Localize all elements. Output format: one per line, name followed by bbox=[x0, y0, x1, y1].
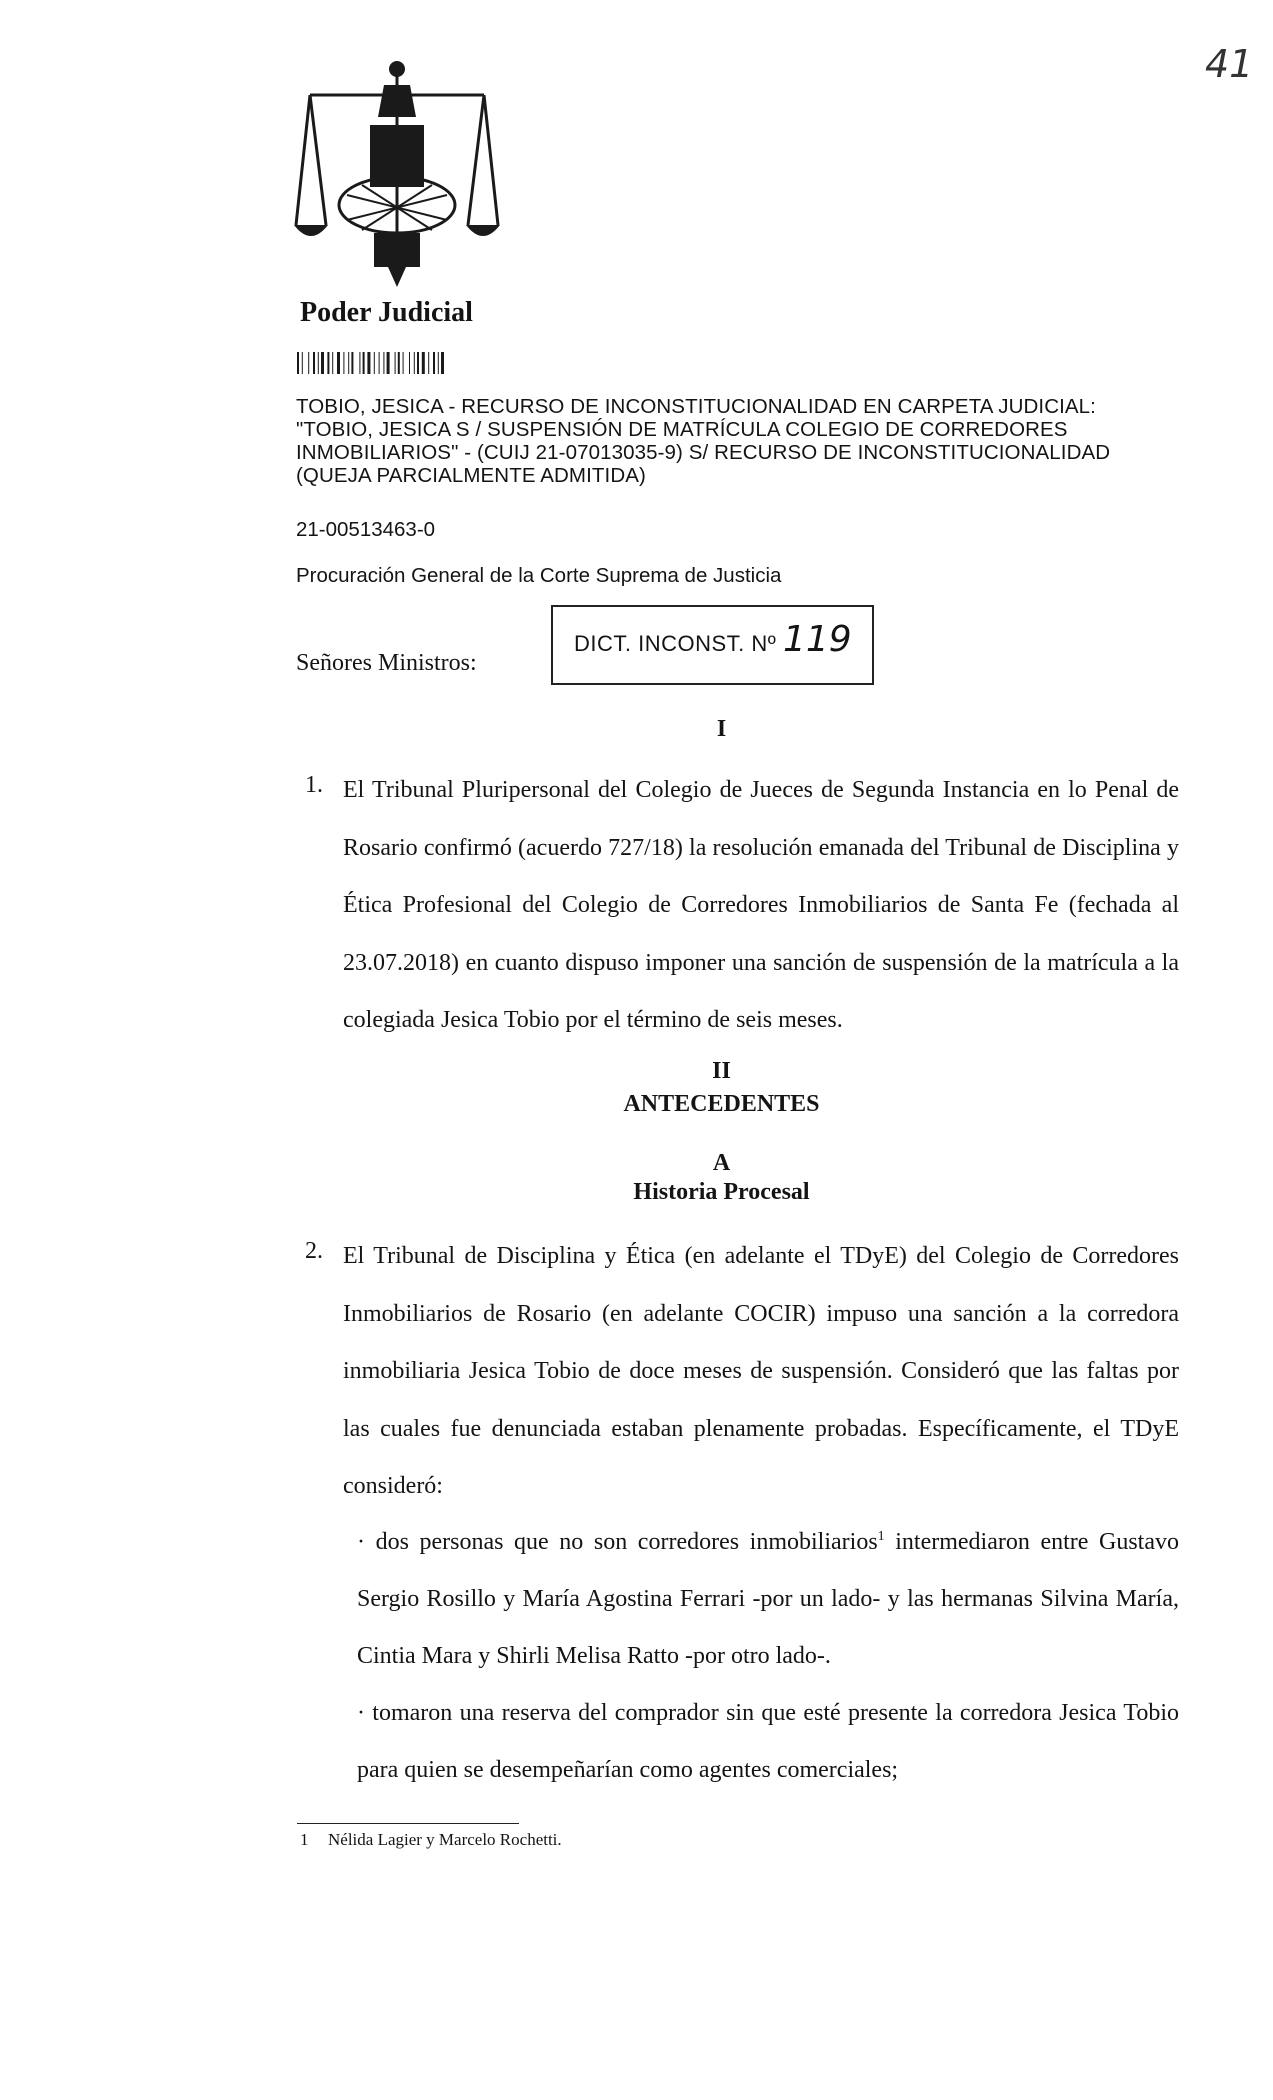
footnote-text: Nélida Lagier y Marcelo Rochetti. bbox=[328, 1830, 562, 1849]
judicial-scales-emblem bbox=[292, 55, 502, 295]
list-item-bullet-1 bbox=[357, 1514, 1179, 1685]
dictamen-number: 119 bbox=[783, 619, 852, 660]
section-heading-ii: II bbox=[712, 1058, 731, 1084]
paragraph-number-2: 2. bbox=[305, 1238, 323, 1264]
issuing-office: Procuración General de la Corte Suprema de Justicia bbox=[296, 564, 782, 587]
subsection-title-historia-procesal: Historia Procesal bbox=[633, 1179, 810, 1205]
institution-name: Poder Judicial bbox=[300, 297, 473, 328]
barcode bbox=[297, 352, 517, 374]
footnote-number: 1 bbox=[300, 1830, 309, 1849]
salutation: Señores Ministros: bbox=[296, 650, 477, 676]
section-title-antecedentes: ANTECEDENTES bbox=[623, 1091, 820, 1117]
bullet-1-text-end: intermediaron entre Gustavo Sergio Rosillo y María Agostina Ferrari -por un lado- y las hermanas Silvina María, Cintia Mara y Shirli Melisa Ratto -por otro lado-. bbox=[357, 1529, 1179, 1669]
list-item-bullet-2: · tomaron una reserva del comprador sin que esté presente la corredora Jesica Tobio para quien se desempeñarían como agentes comerciales; bbox=[357, 1700, 1179, 1783]
paragraph-number-1: 1. bbox=[305, 772, 323, 798]
footnote-divider bbox=[297, 1823, 519, 1824]
paragraph-2: El Tribunal de Disciplina y Ética (en adelante el TDyE) del Colegio de Corredores Inmobiliarios de Rosario (en adelante COCIR) impuso una sanción a la corredora inmobiliaria Jesica Tobio de doce meses de suspensión. Consideró que las faltas por las cuales fue denunciada estaban plenamente probadas. Específicamente, el TDyE consideró: bbox=[343, 1243, 1179, 1500]
dictamen-label: DICT. INCONST. Nº bbox=[574, 631, 777, 656]
subsection-letter-a: A bbox=[712, 1150, 731, 1176]
bullet-1-text-start: · dos personas que no son corredores inmobiliarios bbox=[357, 1529, 878, 1555]
paragraph-1: El Tribunal Pluripersonal del Colegio de Jueces de Segunda Instancia en lo Penal de Rosario confirmó (acuerdo 727/18) la resolución emanada del Tribunal de Disciplina y Ética Profesional del Colegio de Corredores Inmobiliarios de Santa Fe (fechada al 23.07.2018) en cuanto dispuso imponer una sanción de suspensión de la matrícula a la colegiada Jesica Tobio por el término de seis meses. bbox=[343, 777, 1179, 1034]
case-number: 21-00513463-0 bbox=[296, 518, 436, 541]
dictamen-stamp bbox=[551, 605, 874, 685]
footnote-reference: 1 bbox=[877, 1529, 885, 1544]
handwritten-page-number: 41 bbox=[1205, 42, 1254, 86]
section-heading-i: I bbox=[716, 716, 727, 742]
footnote bbox=[300, 1830, 562, 1850]
case-caption: TOBIO, JESICA - RECURSO DE INCONSTITUCIONALIDAD EN CARPETA JUDICIAL: "TOBIO, JESICA S / SUSPENSIÓN DE MATRÍCULA COLEGIO DE CORREDORES INMOBILIARIOS" - (CUIJ 21-07013035-9) S/ RECURSO DE INCONSTITUCIONALIDAD (QUEJA PARCIALMENTE ADMITIDA) bbox=[296, 395, 1111, 487]
